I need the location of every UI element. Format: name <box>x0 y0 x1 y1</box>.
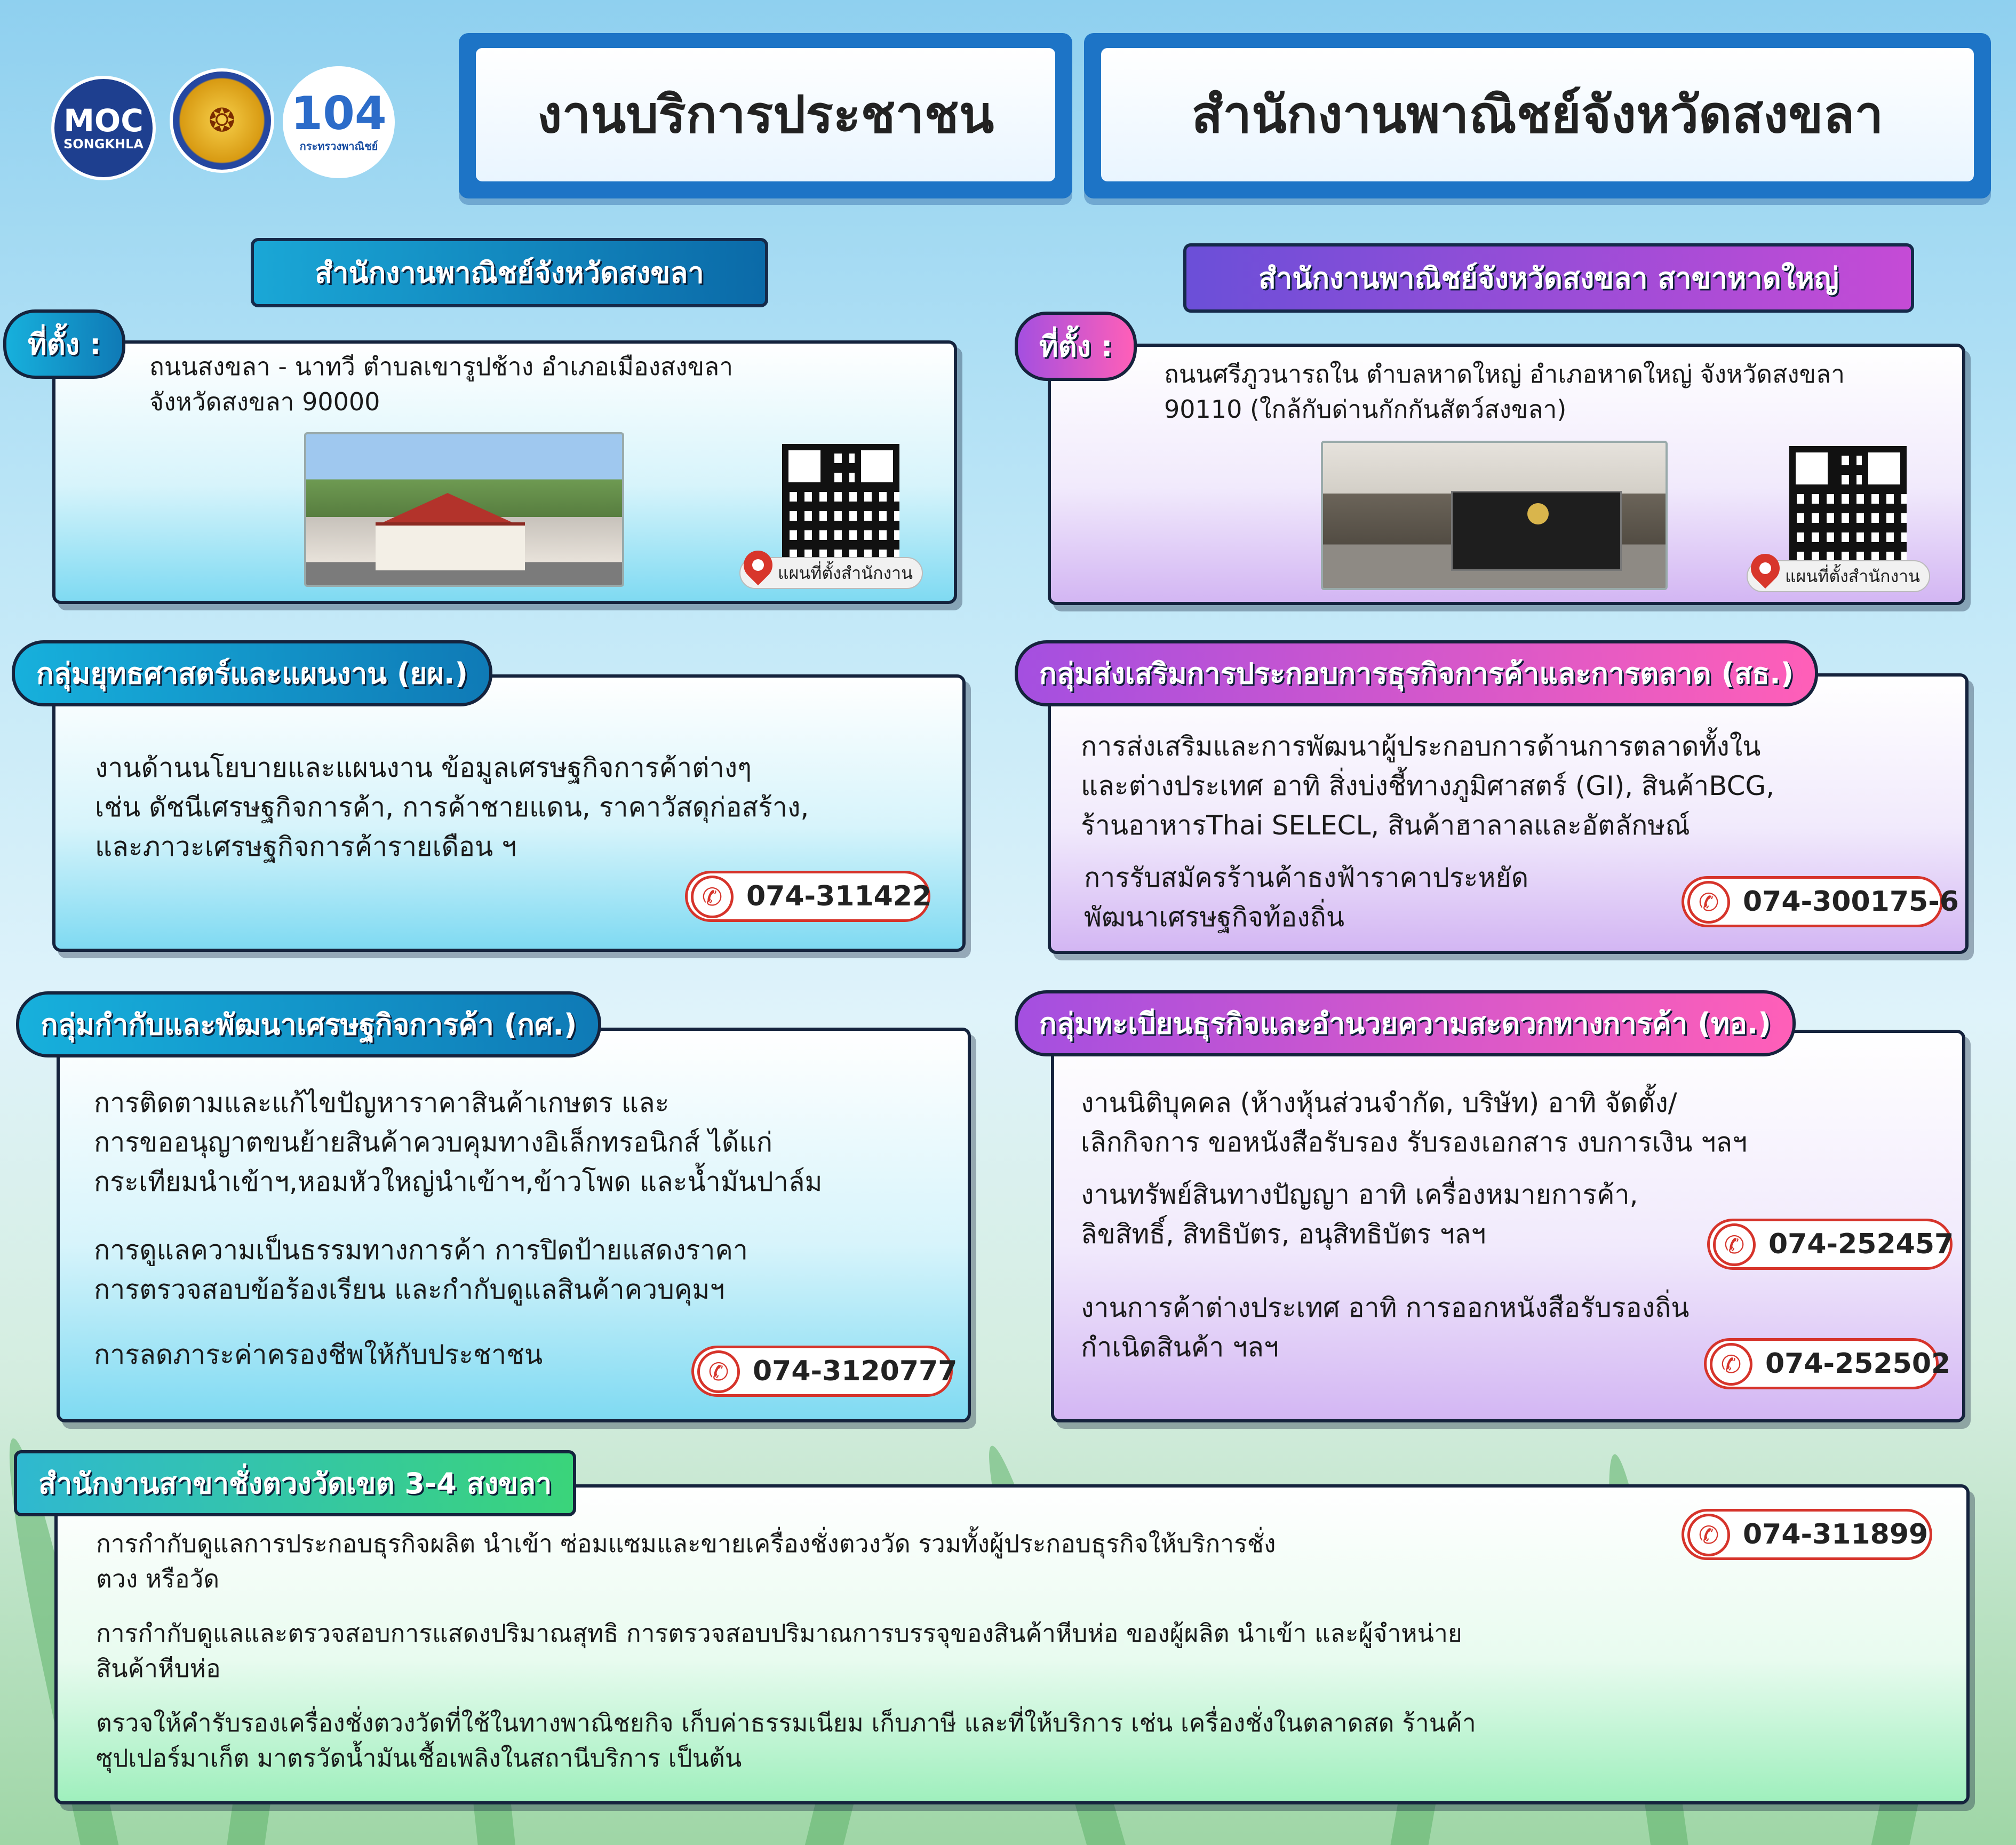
office-photo-hatyai <box>1321 441 1668 590</box>
text-line: สินค้าหีบห่อ <box>96 1654 221 1683</box>
moc-logo-text: MOC <box>63 102 144 139</box>
text-line: การขออนุญาตขนย้ายสินค้าควบคุมทางอิเล็กทรอนิกส์ ได้แก่ <box>94 1127 772 1158</box>
location-tag-songkhla: ที่ตั้ง : <box>3 309 125 379</box>
phone-icon: ✆ <box>691 876 734 918</box>
text-line: การกำกับดูแลและตรวจสอบการแสดงปริมาณสุทธิ การตรวจสอบปริมาณการบรรจุของสินค้าหีบห่อ ของผู้ผลิต นำเข้า และผู้จำหน่าย <box>96 1619 1462 1648</box>
header-title-office: สำนักงานพาณิชย์จังหวัดสงขลา <box>1101 48 1974 181</box>
group-text-regulation-1 <box>94 1083 822 1202</box>
text-line: เลิกกิจการ ขอหนังสือรับรอง รับรองเอกสาร งบการเงิน ฯลฯ <box>1081 1127 1748 1158</box>
text-line: และภาวะเศรษฐกิจการค้ารายเดือน ฯ <box>95 831 517 862</box>
phone-icon: ✆ <box>697 1350 740 1393</box>
group-title-promotion: กลุ่มส่งเสริมการประกอบการธุรกิจการค้าและการตลาด (สธ.) <box>1015 640 1818 706</box>
header-banner-services <box>459 33 1072 198</box>
group-text-registration-2 <box>1081 1175 1638 1254</box>
text-line: งานการค้าต่างประเทศ อาทิ การออกหนังสือรับรองถิ่น <box>1081 1292 1690 1323</box>
group-text-strategy <box>95 748 809 866</box>
group-title-strategy: กลุ่มยุทธศาสตร์และแผนงาน (ยผ.) <box>12 640 492 706</box>
moc-songkhla-logo <box>51 76 156 180</box>
office-address-songkhla <box>149 349 733 419</box>
text-line: งานนิติบุคคล (ห้างหุ้นส่วนจำกัด, บริษัท) อาทิ จัดตั้ง/ <box>1081 1087 1677 1118</box>
text-line: การกำกับดูแลการประกอบธุรกิจผลิต นำเข้า ซ่อมแซมและขายเครื่องชั่งตวงวัด รวมทั้งผู้ประกอบธุรกิจให้บริการชั่ง <box>96 1529 1276 1558</box>
text-line: ลิขสิทธิ์, สิทธิบัตร, อนุสิทธิบัตร ฯลฯ <box>1081 1219 1486 1250</box>
phone-strategy[interactable] <box>685 871 930 922</box>
office-photo-songkhla <box>304 432 624 587</box>
phone-icon: ✆ <box>1687 1514 1730 1556</box>
group-text-registration-3 <box>1081 1288 1689 1367</box>
text-line: การติดตามและแก้ไขปัญหาราคาสินค้าเกษตร และ <box>94 1087 670 1118</box>
group-text-promotion <box>1081 727 1774 845</box>
office-address-hatyai <box>1164 356 1845 427</box>
phone-icon: ✆ <box>1710 1343 1752 1386</box>
group-text-regulation-3: การลดภาระค่าครองชีพให้กับประชาชน <box>94 1339 543 1370</box>
anniversary-ministry-text: กระทรวงพาณิชย์ <box>299 140 378 153</box>
text-line: งานทรัพย์สินทางปัญญา อาทิ เครื่องหมายการค้า, <box>1081 1179 1638 1210</box>
group-title-weights: สำนักงานสาขาชั่งตวงวัดเขต 3-4 สงขลา <box>14 1450 576 1516</box>
moc-logo-subtext: SONGKHLA <box>63 137 144 152</box>
group-title-registration: กลุ่มทะเบียนธุรกิจและอำนวยความสะดวกทางการค้า (ทอ.) <box>1015 990 1796 1056</box>
office-title-songkhla: สำนักงานพาณิชย์จังหวัดสงขลา <box>251 238 768 307</box>
text-line: การตรวจสอบข้อร้องเรียน และกำกับดูแลสินค้าควบคุมฯ <box>94 1274 725 1305</box>
location-tag-hatyai: ที่ตั้ง : <box>1015 312 1137 381</box>
phone-number: 074-311899 <box>1743 1518 1929 1550</box>
phone-icon: ✆ <box>1713 1223 1756 1266</box>
map-link-songkhla[interactable] <box>739 557 923 589</box>
text-line: ตรวจให้คำรับรองเครื่องชั่งตวงวัดที่ใช้ในทางพาณิชยกิจ เก็บค่าธรรมเนียม เก็บภาษี และที่ให้บริการ เช่น เครื่องชั่งในตลาดสด ร้านค้า <box>96 1708 1476 1737</box>
text-line: การรับสมัครร้านค้าธงฟ้าราคาประหยัด <box>1084 862 1529 893</box>
text-line: งานด้านนโยบายและแผนงาน ข้อมูลเศรษฐกิจการค้าต่างๆ <box>95 752 752 783</box>
phone-promotion[interactable] <box>1682 876 1959 927</box>
qr-code-songkhla[interactable] <box>782 444 899 561</box>
address-line: จังหวัดสงขลา 90000 <box>149 387 380 416</box>
qr-code-hatyai[interactable] <box>1789 446 1907 563</box>
address-line: 90110 (ใกล้กับด่านกักกันสัตว์สงขลา) <box>1164 395 1567 424</box>
text-line: ร้านอาหารThai SELECL, สินค้าฮาลาลและอัตลักษณ์ <box>1081 810 1690 841</box>
phone-number: 074-311422 <box>746 880 932 912</box>
group-text-regulation-2 <box>94 1230 748 1309</box>
phone-regulation[interactable] <box>691 1346 958 1397</box>
text-line: กระเทียมนำเข้าฯ,หอมหัวใหญ่นำเข้าฯ,ข้าวโพด และน้ำมันปาล์ม <box>94 1166 823 1197</box>
group-text-weights-2 <box>96 1616 1953 1686</box>
text-line: และต่างประเทศ อาทิ สิ่งบ่งชี้ทางภูมิศาสตร์ (GI), สินค้าBCG, <box>1081 770 1775 801</box>
phone-icon: ✆ <box>1687 881 1730 924</box>
text-line: กำเนิดสินค้า ฯลฯ <box>1081 1332 1279 1363</box>
phone-registration-2[interactable] <box>1704 1338 1951 1389</box>
ministry-seal-logo <box>170 68 274 173</box>
group-text-promotion-2 <box>1084 858 1528 937</box>
phone-number: 074-252457 <box>1768 1228 1954 1260</box>
header-banner-office <box>1084 33 1991 198</box>
address-line: ถนนศรีภูวนารถใน ตำบลหาดใหญ่ อำเภอหาดใหญ่ จังหวัดสงขลา <box>1164 360 1845 388</box>
header-title-services: งานบริการประชาชน <box>476 48 1055 181</box>
phone-registration-1[interactable] <box>1707 1219 1953 1270</box>
group-text-registration-1 <box>1081 1083 1747 1162</box>
phone-number: 074-3120777 <box>753 1355 958 1387</box>
map-link-label: แผนที่ตั้งสำนักงาน <box>1785 566 1920 586</box>
text-line: เช่น ดัชนีเศรษฐกิจการค้า, การค้าชายแดน, ราคาวัสดุก่อสร้าง, <box>95 792 809 823</box>
text-line: พัฒนาเศรษฐกิจท้องถิ่น <box>1084 902 1345 933</box>
map-link-label: แผนที่ตั้งสำนักงาน <box>778 562 913 583</box>
seal-icon: ❂ <box>208 102 236 139</box>
address-line: ถนนสงขลา - นาทวี ตำบลเขารูปช้าง อำเภอเมืองสงขลา <box>149 352 734 381</box>
office-title-hatyai: สำนักงานพาณิชย์จังหวัดสงขลา สาขาหาดใหญ่ <box>1183 243 1914 313</box>
anniversary-104-logo <box>283 66 395 178</box>
map-link-hatyai[interactable] <box>1747 560 1930 592</box>
text-line: ตวง หรือวัด <box>96 1564 220 1593</box>
text-line: ซุปเปอร์มาเก็ต มาตรวัดน้ำมันเชื้อเพลิงในสถานีบริการ เป็นต้น <box>96 1744 742 1772</box>
group-text-weights-3 <box>96 1705 1953 1776</box>
text-line: การดูแลความเป็นธรรมทางการค้า การปิดป้ายแสดงราคา <box>94 1235 748 1266</box>
text-line: การส่งเสริมและการพัฒนาผู้ประกอบการด้านการตลาดทั้งใน <box>1081 731 1761 762</box>
phone-number: 074-300175-6 <box>1743 886 1959 918</box>
group-text-weights-1 <box>96 1526 1696 1596</box>
anniversary-number: 104 <box>291 87 387 140</box>
phone-weights[interactable] <box>1682 1509 1932 1560</box>
phone-number: 074-252502 <box>1765 1348 1951 1380</box>
group-title-regulation: กลุ่มกำกับและพัฒนาเศรษฐกิจการค้า (กศ.) <box>16 991 601 1057</box>
